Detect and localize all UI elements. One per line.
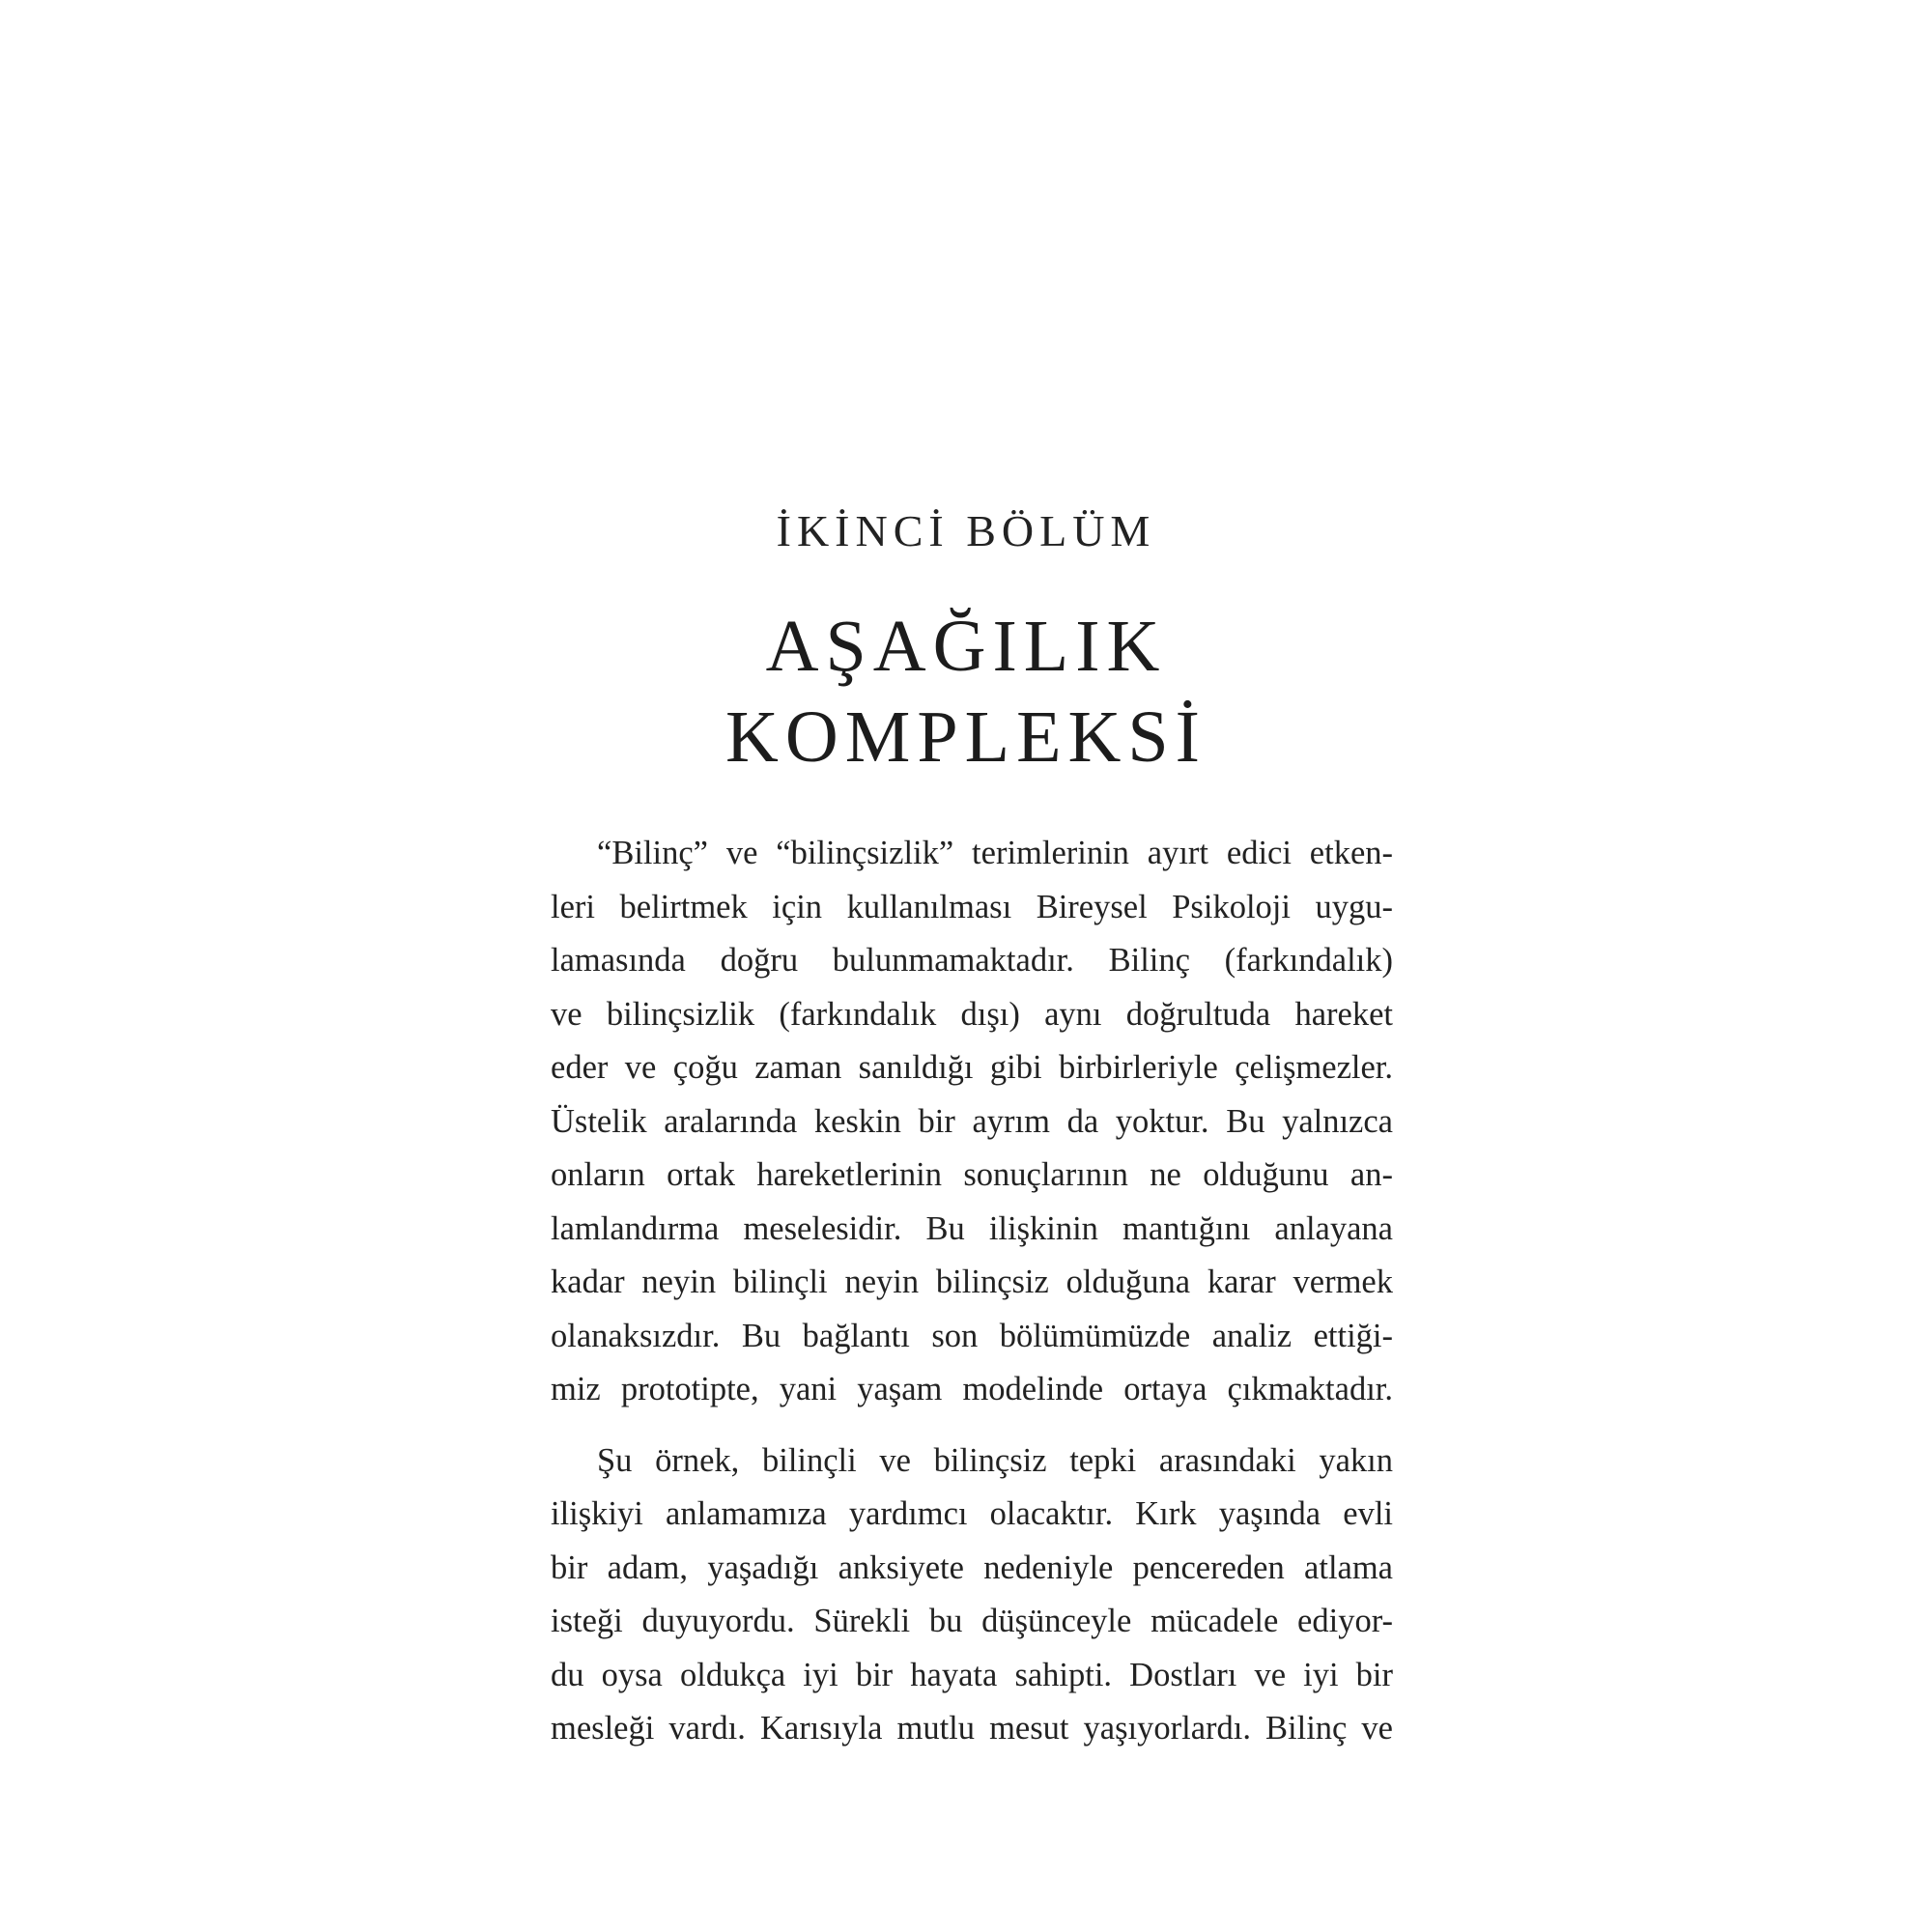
chapter-title-line-2: KOMPLEKSİ: [725, 696, 1207, 778]
text-line: du oysa oldukça iyi bir hayata sahipti. Dostları ve iyi bir: [551, 1656, 1393, 1693]
text-line: Şu örnek, bilinçli ve bilinçsiz tepki arasındaki yakın: [597, 1441, 1393, 1479]
text-line: bir adam, yaşadığı anksiyete nedeniyle pencereden atlama: [551, 1548, 1393, 1586]
paragraph-1: [551, 827, 1393, 1417]
chapter-label: İKİNCİ BÖLÜM: [776, 506, 1156, 555]
text-line: isteği duyuyordu. Sürekli bu düşünceyle mücadele ediyor-: [551, 1603, 1393, 1639]
text-line: onların ortak hareketlerinin sonuçlarının ne olduğunu an-: [551, 1156, 1393, 1193]
paragraph-2: [551, 1435, 1393, 1756]
body-text: [551, 827, 1393, 1756]
text-line: mesleği vardı. Karısıyla mutlu mesut yaşıyorlardı. Bilinç ve: [551, 1710, 1393, 1747]
chapter-title: [0, 601, 1932, 782]
text-line: leri belirtmek için kullanılması Bireysel Psikoloji uygu-: [551, 888, 1393, 925]
text-line: eder ve çoğu zaman sanıldığı gibi birbirleriyle çelişmezler.: [551, 1049, 1393, 1086]
text-line: olanaksızdır. Bu bağlantı son bölümümüzde analiz ettiği-: [551, 1317, 1393, 1354]
chapter-title-line-1: AŞAĞILIK: [765, 606, 1167, 687]
text-line: lamlandırma meselesidir. Bu ilişkinin mantığını anlayana: [551, 1209, 1393, 1247]
text-line: miz prototipte, yani yaşam modelinde ortaya çıkmaktadır.: [551, 1371, 1393, 1407]
text-line: Üstelik aralarında keskin bir ayrım da yoktur. Bu yalnızca: [551, 1102, 1393, 1140]
text-line: lamasında doğru bulunmamaktadır. Bilinç (farkındalık): [551, 942, 1393, 979]
text-line: kadar neyin bilinçli neyin bilinçsiz olduğuna karar vermek: [551, 1264, 1393, 1300]
text-line: “Bilinç” ve “bilinçsizlik” terimlerinin ayırt edici etken-: [597, 835, 1393, 871]
text-line: ve bilinçsizlik (farkındalık dışı) aynı doğrultuda hareket: [551, 995, 1393, 1033]
text-line: ilişkiyi anlamamıza yardımcı olacaktır. Kırk yaşında evli: [551, 1495, 1393, 1532]
